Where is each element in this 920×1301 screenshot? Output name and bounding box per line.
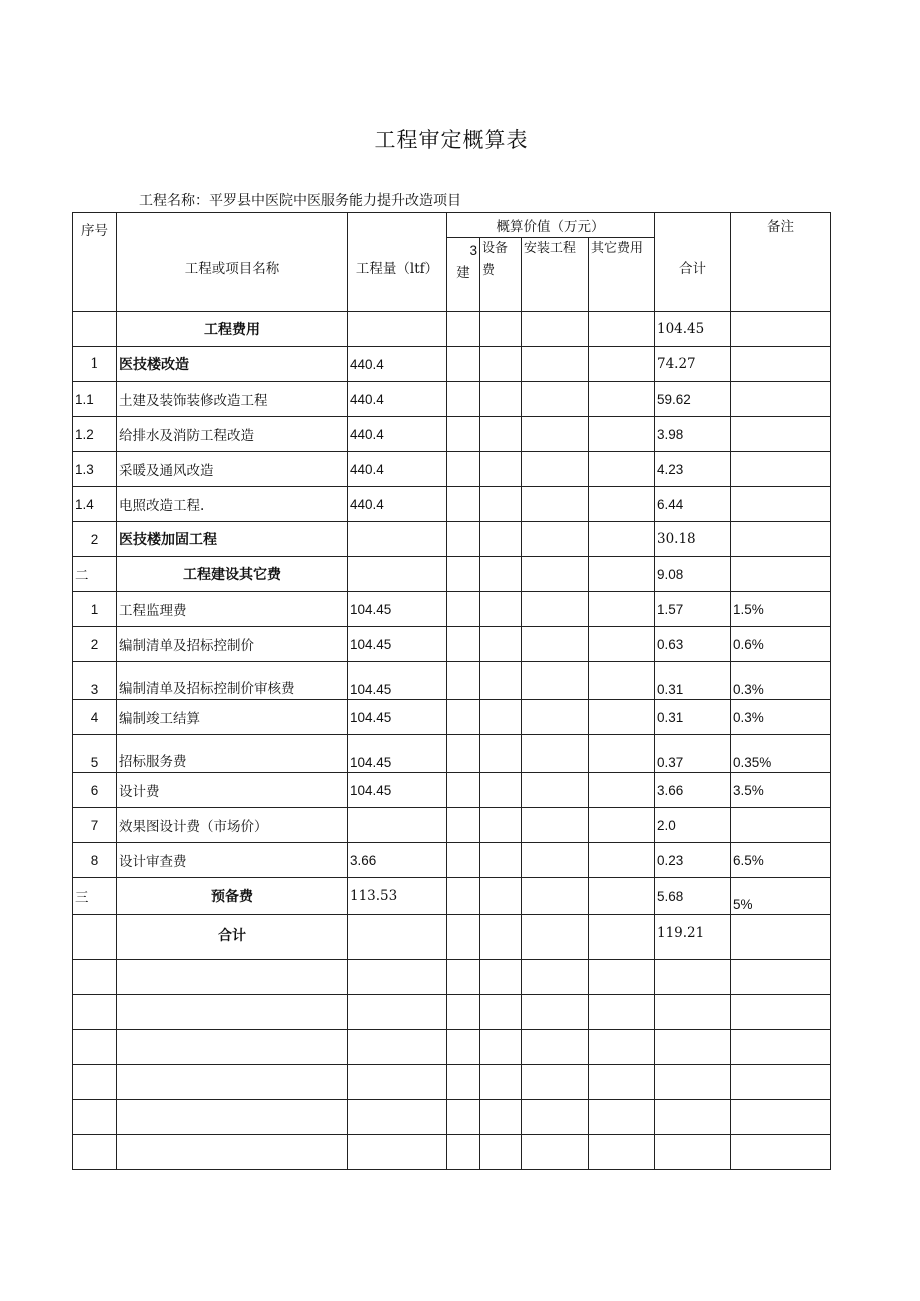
header-construction-char: 建 — [456, 265, 470, 281]
total-cell: 74.27 — [655, 347, 731, 382]
name-cell: 编制清单及招标控制价审核费 — [117, 662, 348, 700]
remark-cell — [731, 522, 831, 557]
remark-cell — [731, 347, 831, 382]
total-cell: 119.21 — [655, 915, 731, 960]
construction-cell — [447, 452, 480, 487]
name-cell: 设计审查费 — [117, 843, 348, 878]
remark-cell: 0.3% — [731, 662, 831, 700]
equipment-cell — [480, 417, 522, 452]
other-cell — [589, 557, 655, 592]
remark-cell — [731, 808, 831, 843]
empty-row — [73, 1100, 831, 1135]
equipment-cell — [480, 627, 522, 662]
header-construction — [447, 238, 480, 312]
qty-cell: 440.4 — [348, 452, 447, 487]
construction-cell — [447, 312, 480, 347]
install-cell — [522, 627, 589, 662]
equipment-cell — [480, 735, 522, 773]
install-cell — [522, 592, 589, 627]
construction-cell — [447, 487, 480, 522]
construction-cell — [447, 700, 480, 735]
page-title: 工程审定概算表 — [374, 128, 529, 152]
construction-cell — [447, 592, 480, 627]
remark-cell — [731, 557, 831, 592]
install-cell — [522, 915, 589, 960]
name-cell: 给排水及消防工程改造 — [117, 417, 348, 452]
total-cell: 30.18 — [655, 522, 731, 557]
seq-cell: 二 — [73, 557, 117, 592]
other-cell — [589, 662, 655, 700]
qty-cell: 104.45 — [348, 700, 447, 735]
seq-cell: 7 — [73, 808, 117, 843]
total-cell: 9.08 — [655, 557, 731, 592]
qty-cell: 104.45 — [348, 773, 447, 808]
qty-cell: 104.45 — [348, 735, 447, 773]
total-cell: 0.37 — [655, 735, 731, 773]
total-cell: 6.44 — [655, 487, 731, 522]
other-cell — [589, 808, 655, 843]
remark-cell: 0.6% — [731, 627, 831, 662]
qty-cell — [348, 522, 447, 557]
total-cell: 4.23 — [655, 452, 731, 487]
install-cell — [522, 808, 589, 843]
install-cell — [522, 452, 589, 487]
empty-row — [73, 995, 831, 1030]
seq-cell: 6 — [73, 773, 117, 808]
install-cell — [522, 522, 589, 557]
remark-cell — [731, 417, 831, 452]
equipment-cell — [480, 592, 522, 627]
name-cell: 工程费用 — [117, 312, 348, 347]
name-cell: 编制竣工结算 — [117, 700, 348, 735]
total-cell: 0.23 — [655, 843, 731, 878]
other-cell — [589, 843, 655, 878]
header-qty: 工程量（ltf） — [348, 213, 447, 312]
construction-cell — [447, 878, 480, 915]
other-cell — [589, 773, 655, 808]
remark-cell — [731, 487, 831, 522]
install-cell — [522, 843, 589, 878]
install-cell — [522, 347, 589, 382]
seq-cell: 1.3 — [73, 452, 117, 487]
equipment-cell — [480, 808, 522, 843]
remark-cell — [731, 312, 831, 347]
other-cell — [589, 347, 655, 382]
qty-cell: 104.45 — [348, 662, 447, 700]
qty-cell: 440.4 — [348, 382, 447, 417]
remark-cell — [731, 452, 831, 487]
seq-cell: 1.1 — [73, 382, 117, 417]
remark-cell — [731, 915, 831, 960]
other-cell — [589, 592, 655, 627]
total-cell: 0.31 — [655, 662, 731, 700]
other-cell — [589, 417, 655, 452]
name-cell: 工程建设其它费 — [117, 557, 348, 592]
construction-cell — [447, 347, 480, 382]
qty-cell: 113.53 — [348, 878, 447, 915]
equipment-cell — [480, 915, 522, 960]
seq-cell: 8 — [73, 843, 117, 878]
total-cell: 5.68 — [655, 878, 731, 915]
construction-cell — [447, 735, 480, 773]
seq-cell: 1 — [73, 592, 117, 627]
construction-cell — [447, 417, 480, 452]
seq-cell: 1.4 — [73, 487, 117, 522]
equipment-cell — [480, 773, 522, 808]
equipment-cell — [480, 312, 522, 347]
total-cell: 3.66 — [655, 773, 731, 808]
name-cell: 医技楼改造 — [117, 347, 348, 382]
seq-cell: 三 — [73, 878, 117, 915]
qty-cell — [348, 808, 447, 843]
install-cell — [522, 773, 589, 808]
install-cell — [522, 557, 589, 592]
header-other: 其它费用 — [589, 238, 655, 312]
name-cell: 工程监理费 — [117, 592, 348, 627]
header-seq: 序号 — [73, 213, 117, 312]
seq-cell: 3 — [73, 662, 117, 700]
name-cell: 编制清单及招标控制价 — [117, 627, 348, 662]
empty-row — [73, 1135, 831, 1170]
name-cell: 合计 — [117, 915, 348, 960]
install-cell — [522, 382, 589, 417]
qty-cell: 440.4 — [348, 347, 447, 382]
header-remark: 备注 — [731, 213, 831, 312]
install-cell — [522, 312, 589, 347]
qty-cell: 104.45 — [348, 592, 447, 627]
seq-cell — [73, 312, 117, 347]
equipment-cell — [480, 382, 522, 417]
empty-row — [73, 1030, 831, 1065]
other-cell — [589, 382, 655, 417]
other-cell — [589, 700, 655, 735]
qty-cell: 104.45 — [348, 627, 447, 662]
project-name: 工程名称：平罗县中医院中医服务能力提升改造项目 — [139, 193, 461, 209]
remark-cell: 1.5% — [731, 592, 831, 627]
header-equipment: 设备费 — [480, 238, 522, 312]
install-cell — [522, 417, 589, 452]
equipment-cell — [480, 487, 522, 522]
total-cell: 2.0 — [655, 808, 731, 843]
name-cell: 土建及装饰装修改造工程 — [117, 382, 348, 417]
remark-cell: 0.3% — [731, 700, 831, 735]
equipment-cell — [480, 557, 522, 592]
construction-cell — [447, 843, 480, 878]
other-cell — [589, 627, 655, 662]
other-cell — [589, 735, 655, 773]
remark-cell: 6.5% — [731, 843, 831, 878]
install-cell — [522, 662, 589, 700]
install-cell — [522, 487, 589, 522]
construction-cell — [447, 557, 480, 592]
install-cell — [522, 878, 589, 915]
total-cell: 0.31 — [655, 700, 731, 735]
seq-cell: 5 — [73, 735, 117, 773]
total-cell: 3.98 — [655, 417, 731, 452]
construction-cell — [447, 773, 480, 808]
construction-cell — [447, 808, 480, 843]
header-total: 合计 — [655, 213, 731, 312]
name-cell: 设计费 — [117, 773, 348, 808]
qty-cell — [348, 915, 447, 960]
seq-cell: 4 — [73, 700, 117, 735]
seq-cell: 1 — [73, 347, 117, 382]
construction-cell — [447, 662, 480, 700]
name-cell: 医技楼加固工程 — [117, 522, 348, 557]
qty-cell: 440.4 — [348, 417, 447, 452]
total-cell: 104.45 — [655, 312, 731, 347]
other-cell — [589, 915, 655, 960]
construction-cell — [447, 382, 480, 417]
construction-cell — [447, 627, 480, 662]
other-cell — [589, 452, 655, 487]
other-cell — [589, 487, 655, 522]
total-cell: 59.62 — [655, 382, 731, 417]
equipment-cell — [480, 452, 522, 487]
header-name: 工程或项目名称 — [117, 213, 348, 312]
other-cell — [589, 878, 655, 915]
qty-cell — [348, 312, 447, 347]
equipment-cell — [480, 522, 522, 557]
total-cell: 1.57 — [655, 592, 731, 627]
name-cell: 采暖及通风改造 — [117, 452, 348, 487]
empty-row — [73, 960, 831, 995]
seq-cell — [73, 915, 117, 960]
seq-cell: 1.2 — [73, 417, 117, 452]
equipment-cell — [480, 878, 522, 915]
remark-cell: 5% — [731, 878, 831, 915]
seq-cell: 2 — [73, 627, 117, 662]
remark-cell: 0.35% — [731, 735, 831, 773]
qty-cell — [348, 557, 447, 592]
empty-row — [73, 1065, 831, 1100]
qty-cell: 440.4 — [348, 487, 447, 522]
name-cell: 电照改造工程. — [117, 487, 348, 522]
seq-cell: 2 — [73, 522, 117, 557]
remark-cell — [731, 382, 831, 417]
estimate-table — [72, 212, 831, 1170]
header-install: 安装工程 — [522, 238, 589, 312]
equipment-cell — [480, 700, 522, 735]
name-cell: 预备费 — [117, 878, 348, 915]
remark-cell: 3.5% — [731, 773, 831, 808]
construction-cell — [447, 915, 480, 960]
install-cell — [522, 735, 589, 773]
header-value-group: 概算价值（万元） — [447, 213, 655, 238]
install-cell — [522, 700, 589, 735]
construction-cell — [447, 522, 480, 557]
total-cell: 0.63 — [655, 627, 731, 662]
header-construction-num: 3 — [469, 243, 477, 258]
other-cell — [589, 522, 655, 557]
name-cell: 招标服务费 — [117, 735, 348, 773]
equipment-cell — [480, 347, 522, 382]
equipment-cell — [480, 843, 522, 878]
qty-cell: 3.66 — [348, 843, 447, 878]
other-cell — [589, 312, 655, 347]
equipment-cell — [480, 662, 522, 700]
name-cell: 效果图设计费（市场价） — [117, 808, 348, 843]
